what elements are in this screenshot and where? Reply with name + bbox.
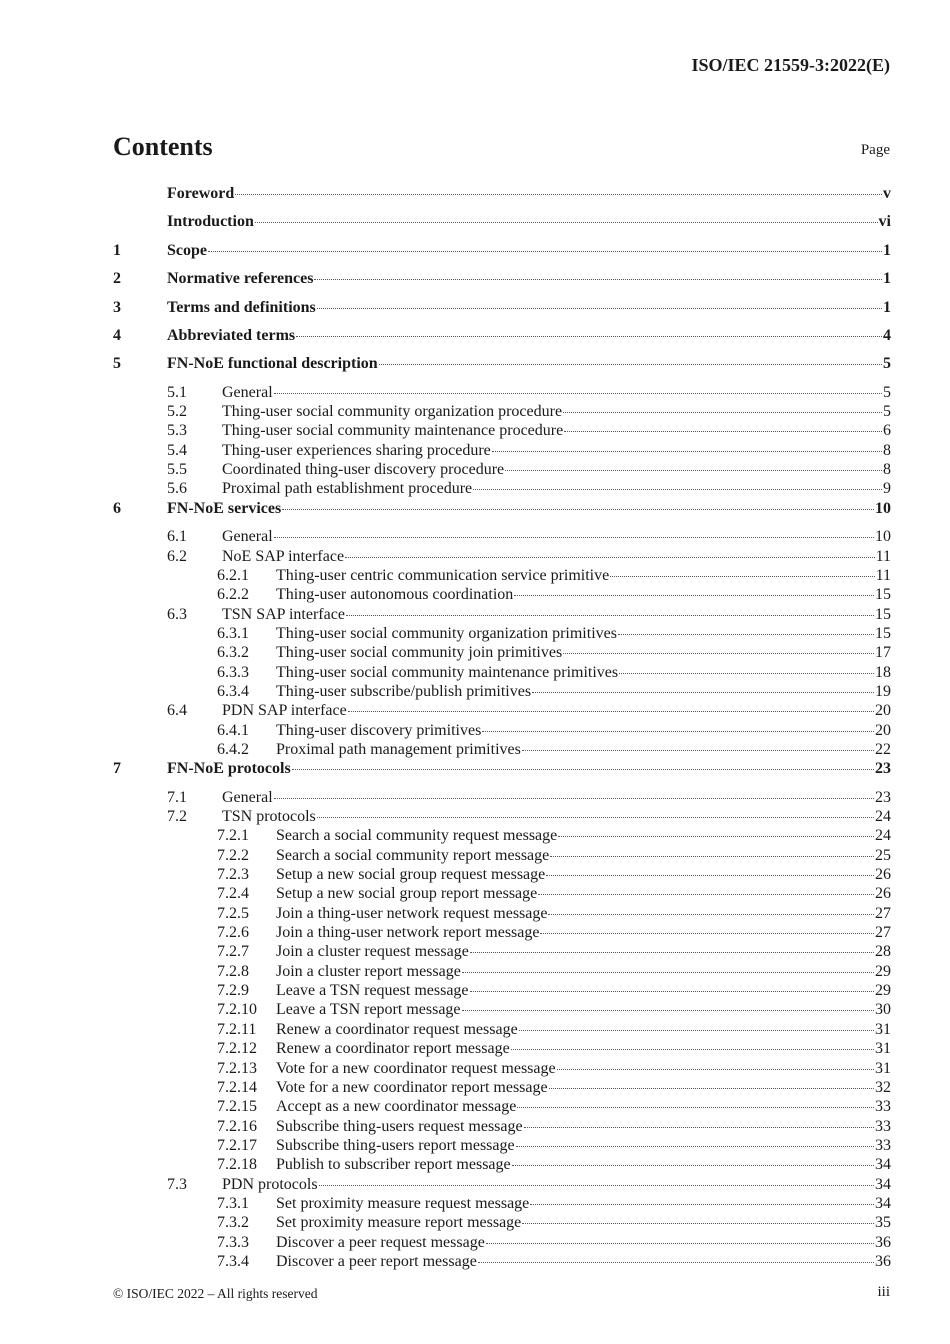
toc-entry-page: 4 (883, 326, 891, 344)
toc-entry-number: 6.2 (167, 547, 187, 565)
toc-entry[interactable] (113, 461, 891, 480)
toc-entry-number: 7.3 (167, 1175, 187, 1193)
toc-entry-title: Publish to subscriber report message (276, 1156, 511, 1174)
toc-entry-page: 20 (875, 702, 891, 720)
toc-entry[interactable] (113, 480, 891, 499)
dot-leader (514, 595, 874, 596)
toc-entry[interactable] (113, 242, 891, 270)
toc-entry-number: 7 (113, 760, 121, 778)
dot-leader (274, 393, 882, 394)
toc-entry-title: Search a social community report message (276, 846, 550, 864)
toc-entry-number: 7.2.18 (217, 1156, 257, 1174)
toc-entry-title: General (222, 383, 273, 401)
toc-entry-page: 1 (883, 270, 891, 288)
toc-entry-page: 11 (875, 566, 891, 584)
toc-entry-number: 5.2 (167, 403, 187, 421)
toc-entry[interactable] (113, 185, 891, 213)
toc-entry-page: 8 (883, 441, 891, 459)
toc-entry-page: 34 (875, 1175, 891, 1193)
toc-entry-page: 6 (883, 422, 891, 440)
toc-entry-number: 3 (113, 298, 121, 316)
dot-leader (619, 673, 874, 674)
toc-entry-page: 11 (875, 547, 891, 565)
toc-entry-number: 7.2.14 (217, 1078, 257, 1096)
toc-entry-title: NoE SAP interface (222, 547, 345, 565)
toc-entry-page: 31 (875, 1040, 891, 1058)
toc-entry-number: 7.2 (167, 808, 187, 826)
toc-entry-number: 5 (113, 355, 121, 373)
dot-leader (317, 308, 882, 309)
dot-leader (540, 933, 874, 934)
toc-entry-page: 33 (875, 1136, 891, 1154)
toc-entry[interactable] (113, 702, 891, 721)
toc-entry-page: 28 (875, 943, 891, 961)
toc-entry[interactable] (113, 1060, 891, 1079)
toc-entry[interactable] (113, 683, 891, 702)
toc-entry[interactable] (113, 943, 891, 962)
toc-entry-page: 15 (875, 624, 891, 642)
toc-entry-number: 6.4.1 (217, 721, 249, 739)
dot-leader (512, 1165, 874, 1166)
toc-entry-number: 5.4 (167, 441, 187, 459)
toc-entry[interactable] (113, 1118, 891, 1137)
toc-entry-number: 6.3.4 (217, 682, 249, 700)
toc-entry[interactable] (113, 355, 891, 383)
toc-entry[interactable] (113, 1137, 891, 1156)
dot-leader (548, 914, 874, 915)
dot-leader (462, 1010, 874, 1011)
toc-entry-title: Thing-user experiences sharing procedure (222, 441, 491, 459)
toc-entry-page: 33 (875, 1098, 891, 1116)
toc-entry[interactable] (113, 1195, 891, 1214)
toc-entry-title: Join a cluster request message (276, 943, 469, 961)
toc-entry-title: Coordinated thing-user discovery procedure (222, 461, 505, 479)
toc-entry-title: Accept as a new coordinator message (276, 1098, 517, 1116)
toc-entry-page: 20 (875, 721, 891, 739)
toc-entry[interactable] (113, 885, 891, 904)
toc-entry-number: 5.5 (167, 461, 187, 479)
dot-leader (274, 537, 874, 538)
toc-entry-page: 9 (883, 480, 891, 498)
dot-leader (538, 894, 874, 895)
toc-entry-title: Join a cluster report message (276, 962, 461, 980)
toc-entry-page: 17 (875, 644, 891, 662)
dot-leader (549, 1088, 874, 1089)
toc-entry-number: 7.2.9 (217, 982, 249, 1000)
toc-entry-page: vi (878, 213, 891, 231)
toc-entry-number: 6.4.2 (217, 740, 249, 758)
toc-entry-title: Renew a coordinator request message (276, 1020, 518, 1038)
page-title: Contents (113, 132, 213, 161)
toc-entry-number: 7.2.16 (217, 1117, 257, 1135)
toc-entry-title: PDN SAP interface (222, 702, 347, 720)
dot-leader (470, 952, 874, 953)
toc-entry-title: Setup a new social group request message (276, 866, 546, 884)
toc-entry[interactable] (113, 664, 891, 683)
toc-entry[interactable] (113, 1001, 891, 1020)
dot-leader (317, 817, 874, 818)
dot-leader (618, 634, 874, 635)
dot-leader (517, 1107, 874, 1108)
toc-entry-title: Foreword (167, 185, 235, 202)
toc-entry[interactable] (113, 625, 891, 644)
toc-entry[interactable] (113, 1176, 891, 1195)
toc-entry[interactable] (113, 299, 891, 327)
dot-leader (348, 711, 874, 712)
toc-entry-number: 7.2.11 (217, 1020, 257, 1038)
toc-entry[interactable] (113, 982, 891, 1001)
toc-entry-page: 23 (875, 788, 891, 806)
dot-leader (346, 615, 874, 616)
dot-leader (208, 251, 882, 252)
toc-entry-title: Discover a peer report message (276, 1252, 477, 1270)
dot-leader (558, 836, 874, 837)
toc-entry-title: Introduction (167, 213, 254, 231)
toc-entry-title: Search a social community request message (276, 827, 558, 845)
toc-entry[interactable] (113, 586, 891, 605)
toc-entry-page: 26 (875, 866, 891, 884)
toc-entry-number: 6.3.3 (217, 663, 249, 681)
dot-leader (282, 509, 874, 510)
toc-entry-number: 4 (113, 326, 121, 344)
toc-entry-number: 6.4 (167, 702, 187, 720)
toc-entry-number: 1 (113, 241, 121, 259)
toc-entry-title: Discover a peer request message (276, 1233, 485, 1251)
dot-leader (563, 412, 882, 413)
toc-entry[interactable] (113, 1098, 891, 1117)
toc-entry-title: Abbreviated terms (167, 326, 296, 344)
dot-leader (314, 279, 882, 280)
toc-entry-page: 35 (875, 1214, 891, 1232)
toc-entry-page: 25 (875, 846, 891, 864)
toc-entry[interactable] (113, 327, 891, 355)
toc-entry[interactable] (113, 270, 891, 298)
toc-entry-title: Leave a TSN request message (276, 982, 469, 1000)
toc-entry-page: 24 (875, 808, 891, 826)
toc-entry[interactable] (113, 760, 891, 788)
dot-leader (532, 692, 874, 693)
toc-entry-title: Renew a coordinator report message (276, 1040, 510, 1058)
toc-entry-title: Thing-user social community join primitives (276, 644, 563, 662)
dot-leader (557, 1069, 874, 1070)
toc-entry-number: 7.2.8 (217, 962, 249, 980)
toc-entry-number: 7.2.6 (217, 924, 249, 942)
toc-entry-title: FN-NoE functional description (167, 355, 378, 373)
toc-entry-title: Proximal path management primitives (276, 740, 521, 758)
toc-entry-number: 7.3.4 (217, 1252, 249, 1270)
page-number: iii (877, 1284, 890, 1300)
dot-leader (530, 1204, 874, 1205)
toc-entry-number: 5.1 (167, 383, 187, 401)
toc-entry-page: 1 (883, 298, 891, 316)
table-of-contents (113, 185, 891, 1272)
toc-entry[interactable] (113, 924, 891, 943)
toc-entry[interactable] (113, 213, 891, 241)
toc-entry-title: Thing-user subscribe/publish primitives (276, 682, 532, 700)
toc-entry[interactable] (113, 847, 891, 866)
toc-entry-page: 31 (875, 1059, 891, 1077)
toc-entry[interactable] (113, 741, 891, 760)
dot-leader (550, 856, 874, 857)
dot-leader (522, 750, 874, 751)
dot-leader (511, 1049, 874, 1050)
toc-entry-number: 2 (113, 270, 121, 288)
toc-entry-number: 6.3.1 (217, 624, 249, 642)
toc-entry-title: Subscribe thing-users report message (276, 1136, 515, 1154)
toc-entry-page: 33 (875, 1117, 891, 1135)
toc-entry-title: Join a thing-user network request message (276, 904, 548, 922)
toc-entry-title: FN-NoE services (167, 499, 282, 517)
toc-entry-title: Scope (167, 241, 207, 259)
dot-leader (546, 875, 874, 876)
toc-entry[interactable] (113, 422, 891, 441)
dot-leader (255, 222, 878, 223)
toc-entry[interactable] (113, 528, 891, 547)
toc-entry-title: Vote for a new coordinator request message (276, 1059, 556, 1077)
dot-leader (564, 431, 882, 432)
toc-entry-page: 26 (875, 885, 891, 903)
toc-entry-page: 19 (875, 682, 891, 700)
toc-entry-number: 6.3 (167, 605, 187, 623)
toc-entry-page: 15 (875, 605, 891, 623)
toc-entry-title: Thing-user centric communication service primitive (276, 566, 610, 584)
dot-leader (462, 972, 874, 973)
toc-entry[interactable] (113, 644, 891, 663)
toc-entry-title: Thing-user social community maintenance primitives (276, 663, 619, 681)
dot-leader (470, 991, 874, 992)
toc-entry[interactable] (113, 1079, 891, 1098)
toc-entry-title: Thing-user social community organization procedure (222, 403, 563, 421)
toc-entry[interactable] (113, 606, 891, 625)
dot-leader (563, 653, 874, 654)
toc-entry-title: Join a thing-user network report message (276, 924, 540, 942)
toc-entry[interactable] (113, 403, 891, 422)
toc-entry[interactable] (113, 1156, 891, 1175)
toc-entry-title: Normative references (167, 270, 314, 288)
dot-leader (524, 1127, 874, 1128)
toc-entry-page: 8 (883, 461, 891, 479)
toc-entry[interactable] (113, 808, 891, 827)
toc-entry-page: 27 (875, 904, 891, 922)
toc-entry[interactable] (113, 789, 891, 808)
dot-leader (292, 769, 874, 770)
toc-entry[interactable] (113, 1214, 891, 1233)
toc-entry-page: 1 (883, 241, 891, 259)
toc-entry-title: Set proximity measure report message (276, 1214, 522, 1232)
toc-entry[interactable] (113, 1234, 891, 1253)
toc-entry-title: PDN protocols (222, 1175, 318, 1193)
toc-entry-title: TSN SAP interface (222, 605, 345, 623)
toc-entry-number: 7.1 (167, 788, 187, 806)
toc-entry-title: Thing-user autonomous coordination (276, 586, 514, 604)
toc-entry-number: 7.3.3 (217, 1233, 249, 1251)
toc-entry-page: 18 (875, 663, 891, 681)
toc-entry[interactable] (113, 442, 891, 461)
toc-entry-page: 10 (875, 528, 891, 546)
toc-entry-number: 7.2.15 (217, 1098, 257, 1116)
dot-leader (274, 798, 874, 799)
toc-entry-number: 7.2.2 (217, 846, 249, 864)
toc-entry-page: 23 (875, 760, 891, 778)
dot-leader (235, 194, 882, 195)
toc-entry[interactable] (113, 567, 891, 586)
toc-entry[interactable] (113, 548, 891, 567)
toc-entry-title: General (222, 528, 273, 546)
toc-entry-number: 6.2.2 (217, 586, 249, 604)
dot-leader (610, 576, 874, 577)
dot-leader (478, 1262, 874, 1263)
toc-entry-page: v (883, 185, 891, 202)
toc-entry[interactable] (113, 500, 891, 528)
toc-entry-number: 6.2.1 (217, 566, 249, 584)
toc-entry[interactable] (113, 963, 891, 982)
toc-entry-number: 7.2.12 (217, 1040, 257, 1058)
toc-entry-number: 5.3 (167, 422, 187, 440)
toc-entry-page: 22 (875, 740, 891, 758)
toc-entry-page: 36 (875, 1252, 891, 1270)
dot-leader (482, 731, 874, 732)
toc-entry-page: 32 (875, 1078, 891, 1096)
toc-entry-number: 7.2.10 (217, 1001, 257, 1019)
toc-entry-number: 6.3.2 (217, 644, 249, 662)
toc-entry-number: 5.6 (167, 480, 187, 498)
toc-entry-title: Vote for a new coordinator report message (276, 1078, 548, 1096)
toc-entry-title: Set proximity measure request message (276, 1194, 530, 1212)
toc-entry[interactable] (113, 866, 891, 885)
toc-entry[interactable] (113, 905, 891, 924)
toc-entry-number: 6 (113, 499, 121, 517)
toc-entry[interactable] (113, 827, 891, 846)
toc-entry-number: 7.3.1 (217, 1194, 249, 1212)
toc-entry-title: Thing-user social community maintenance procedure (222, 422, 564, 440)
toc-entry-page: 29 (875, 962, 891, 980)
dot-leader (345, 557, 875, 558)
toc-entry-title: Subscribe thing-users request message (276, 1117, 523, 1135)
toc-entry-page: 34 (875, 1156, 891, 1174)
toc-entry-page: 5 (883, 403, 891, 421)
toc-entry-page: 15 (875, 586, 891, 604)
toc-entry-number: 7.2.4 (217, 885, 249, 903)
toc-entry-title: Thing-user discovery primitives (276, 721, 482, 739)
toc-entry-number: 7.2.17 (217, 1136, 257, 1154)
toc-entry-page: 27 (875, 924, 891, 942)
toc-entry-title: Proximal path establishment procedure (222, 480, 473, 498)
toc-entry-number: 7.2.5 (217, 904, 249, 922)
toc-entry[interactable] (113, 1021, 891, 1040)
toc-entry-title: Leave a TSN report message (276, 1001, 461, 1019)
toc-entry-number: 7.2.1 (217, 827, 249, 845)
toc-entry-page: 24 (875, 827, 891, 845)
toc-entry-title: FN-NoE protocols (167, 760, 291, 778)
toc-entry-number: 7.3.2 (217, 1214, 249, 1232)
toc-entry-page: 36 (875, 1233, 891, 1251)
toc-entry-title: TSN protocols (222, 808, 316, 826)
dot-leader (519, 1030, 874, 1031)
dot-leader (486, 1243, 874, 1244)
toc-entry-page: 31 (875, 1020, 891, 1038)
toc-entry-page: 5 (883, 383, 891, 401)
toc-entry-title: Thing-user social community organization primitives (276, 624, 617, 642)
toc-entry[interactable] (113, 384, 891, 403)
toc-entry-page: 10 (875, 499, 891, 517)
dot-leader (516, 1146, 874, 1147)
toc-entry-number: 7.2.13 (217, 1059, 257, 1077)
toc-entry-title: General (222, 788, 273, 806)
toc-entry[interactable] (113, 1040, 891, 1059)
toc-entry-page: 5 (883, 355, 891, 373)
toc-entry[interactable] (113, 1253, 891, 1272)
dot-leader (296, 336, 882, 337)
toc-entry-page: 30 (875, 1001, 891, 1019)
toc-entry-page: 29 (875, 982, 891, 1000)
dot-leader (492, 451, 882, 452)
document-id-header: ISO/IEC 21559-3:2022(E) (691, 55, 890, 75)
toc-entry-number: 7.2.3 (217, 866, 249, 884)
dot-leader (505, 470, 882, 471)
dot-leader (379, 364, 882, 365)
toc-entry-title: Setup a new social group report message (276, 885, 538, 903)
dot-leader (522, 1223, 874, 1224)
toc-entry-number: 6.1 (167, 528, 187, 546)
toc-entry-number: 7.2.7 (217, 943, 249, 961)
toc-entry-title: Terms and definitions (167, 298, 316, 316)
dot-leader (473, 489, 882, 490)
dot-leader (319, 1185, 874, 1186)
page-column-label: Page (860, 142, 890, 158)
toc-entry-page: 34 (875, 1194, 891, 1212)
toc-entry[interactable] (113, 722, 891, 741)
copyright-footer: © ISO/IEC 2022 – All rights reserved (113, 1286, 318, 1301)
